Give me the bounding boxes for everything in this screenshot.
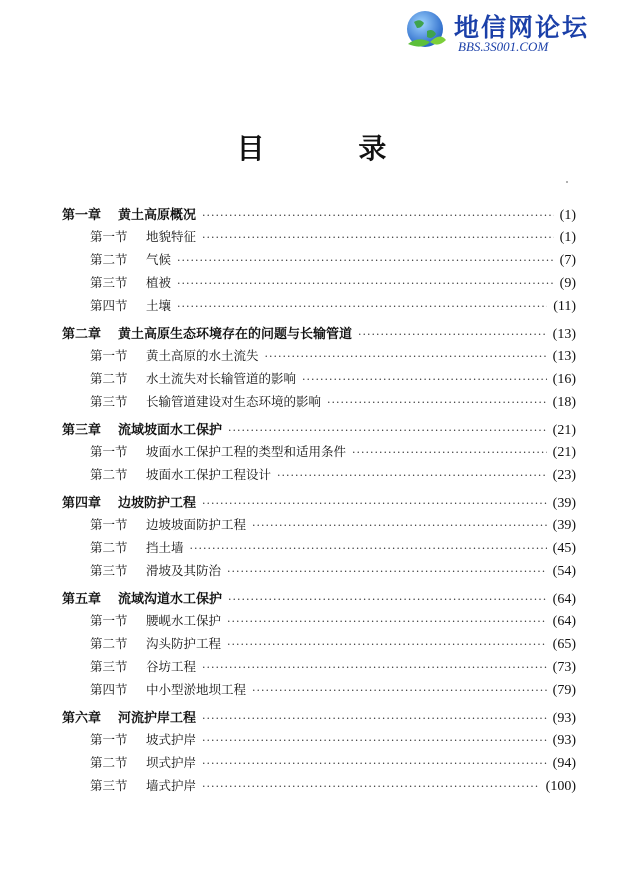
section-list: [62, 227, 576, 319]
section-title: 腰岘水工保护: [146, 613, 222, 628]
dot-leader: [227, 615, 547, 628]
section-title: 墙式护岸: [146, 778, 197, 793]
toc-chapter-row[interactable]: [62, 419, 576, 442]
dot-leader: [202, 734, 547, 747]
section-number: 第一节: [90, 613, 128, 628]
chapter-page: (93): [552, 711, 576, 726]
dot-leader: [265, 350, 547, 363]
dot-leader: [202, 780, 540, 793]
chapter-number: 第四章: [62, 496, 102, 511]
toc-section-row[interactable]: [62, 611, 576, 634]
dot-leader: [177, 277, 554, 290]
dot-leader: [358, 328, 547, 341]
scan-speck: [566, 181, 568, 183]
section-title: 谷坊工程: [146, 659, 197, 674]
toc-chapter: [62, 419, 576, 488]
section-page: (100): [545, 779, 576, 794]
section-page: (73): [552, 660, 576, 675]
dot-leader: [202, 757, 547, 770]
chapter-page: (1): [559, 208, 576, 223]
toc-section-row[interactable]: [62, 634, 576, 657]
section-number: 第一节: [90, 444, 128, 459]
chapter-title: 流域坡面水工保护: [118, 423, 223, 438]
toc-chapter: [62, 588, 576, 703]
chapter-title: 黄土高原概况: [118, 208, 197, 223]
dot-leader: [202, 712, 547, 725]
dot-leader: [228, 424, 547, 437]
toc-section-row[interactable]: [62, 538, 576, 561]
chapter-page: (39): [552, 496, 576, 511]
dot-leader: [202, 231, 554, 244]
dot-leader: [228, 593, 547, 606]
toc-section-row[interactable]: [62, 369, 576, 392]
section-number: 第二节: [90, 540, 128, 555]
section-number: 第二节: [90, 371, 128, 386]
dot-leader: [227, 565, 547, 578]
dot-leader: [202, 497, 547, 510]
dot-leader: [352, 446, 547, 459]
section-title: 中小型淤地坝工程: [146, 682, 247, 697]
toc-section-row[interactable]: [62, 515, 576, 538]
dot-leader: [177, 254, 554, 267]
section-list: [62, 442, 576, 488]
section-title: 沟头防护工程: [146, 636, 222, 651]
watermark-subtitle: BBS.3S001.COM: [458, 39, 549, 54]
chapter-number: 第三章: [62, 423, 102, 438]
section-title: 地貌特征: [146, 229, 197, 244]
section-list: [62, 515, 576, 584]
toc-section-row[interactable]: [62, 442, 576, 465]
dot-leader: [202, 209, 554, 222]
toc-chapter: [62, 204, 576, 319]
globe-icon: [400, 6, 450, 56]
section-number: 第二节: [90, 755, 128, 770]
section-page: (21): [552, 445, 576, 460]
toc-chapter-row[interactable]: [62, 588, 576, 611]
section-title: 坡面水工保护工程的类型和适用条件: [146, 444, 347, 459]
section-page: (45): [552, 541, 576, 556]
chapter-title: 河流护岸工程: [118, 711, 197, 726]
section-number: 第一节: [90, 229, 128, 244]
chapter-number: 第二章: [62, 327, 102, 342]
chapter-page: (64): [552, 592, 576, 607]
chapter-title: 边坡防护工程: [118, 496, 197, 511]
section-number: 第二节: [90, 636, 128, 651]
section-number: 第二节: [90, 467, 128, 482]
toc-section-row[interactable]: [62, 753, 576, 776]
section-page: (16): [552, 372, 576, 387]
toc-section-row[interactable]: [62, 296, 576, 319]
section-title: 长输管道建设对生态环境的影响: [146, 394, 322, 409]
section-page: (54): [552, 564, 576, 579]
section-page: (64): [552, 614, 576, 629]
toc-section-row[interactable]: [62, 730, 576, 753]
section-page: (11): [553, 299, 576, 314]
section-number: 第四节: [90, 298, 128, 313]
dot-leader: [227, 638, 547, 651]
section-title: 滑坡及其防治: [146, 563, 222, 578]
dot-leader: [277, 469, 547, 482]
toc-chapter-row[interactable]: [62, 323, 576, 346]
section-page: (94): [552, 756, 576, 771]
toc-chapter: [62, 492, 576, 584]
watermark-logo: [398, 4, 620, 60]
section-number: 第一节: [90, 517, 128, 532]
section-page: (9): [559, 276, 576, 291]
table-of-contents: [62, 200, 576, 799]
section-page: (23): [552, 468, 576, 483]
section-title: 边坡坡面防护工程: [146, 517, 247, 532]
section-title: 土壤: [146, 298, 172, 313]
toc-chapter: [62, 323, 576, 415]
section-list: [62, 730, 576, 799]
toc-section-row[interactable]: [62, 465, 576, 488]
toc-section-row[interactable]: [62, 392, 576, 415]
dot-leader: [177, 300, 547, 313]
section-number: 第三节: [90, 659, 128, 674]
toc-section-row[interactable]: [62, 776, 576, 799]
toc-section-row[interactable]: [62, 346, 576, 369]
section-number: 第三节: [90, 394, 128, 409]
dot-leader: [190, 542, 547, 555]
chapter-title: 流域沟道水工保护: [118, 592, 223, 607]
section-page: (79): [552, 683, 576, 698]
section-page: (65): [552, 637, 576, 652]
toc-section-row[interactable]: [62, 680, 576, 703]
chapter-number: 第六章: [62, 711, 102, 726]
toc-section-row[interactable]: [62, 561, 576, 584]
dot-leader: [202, 661, 547, 674]
dot-leader: [252, 519, 547, 532]
section-number: 第三节: [90, 778, 128, 793]
toc-section-row[interactable]: [62, 657, 576, 680]
section-number: 第二节: [90, 252, 128, 267]
chapter-number: 第一章: [62, 208, 102, 223]
section-title: 坡面水工保护工程设计: [146, 467, 272, 482]
section-number: 第四节: [90, 682, 128, 697]
section-page: (18): [552, 395, 576, 410]
dot-leader: [252, 684, 547, 697]
section-page: (39): [552, 518, 576, 533]
section-page: (13): [552, 349, 576, 364]
watermark-title: 地信网论坛: [454, 13, 590, 42]
toc-chapter-row[interactable]: [62, 204, 576, 227]
dot-leader: [302, 373, 547, 386]
section-title: 植被: [146, 275, 172, 290]
section-page: (93): [552, 733, 576, 748]
section-title: 黄土高原的水土流失: [146, 348, 259, 363]
toc-chapter-row[interactable]: [62, 707, 576, 730]
section-title: 水土流失对长输管道的影响: [146, 371, 297, 386]
chapter-page: (21): [552, 423, 576, 438]
section-number: 第一节: [90, 732, 128, 747]
section-number: 第三节: [90, 563, 128, 578]
toc-chapter-row[interactable]: [62, 492, 576, 515]
toc-section-row[interactable]: [62, 227, 576, 250]
chapter-title: 黄土高原生态环境存在的问题与长输管道: [118, 327, 353, 342]
chapter-page: (13): [552, 327, 576, 342]
section-list: [62, 346, 576, 415]
toc-chapter: [62, 707, 576, 799]
section-title: 坝式护岸: [146, 755, 197, 770]
section-list: [62, 611, 576, 703]
dot-leader: [327, 396, 547, 409]
toc-section-row[interactable]: [62, 273, 576, 296]
page-title: 目 录: [236, 132, 429, 165]
section-page: (7): [559, 253, 576, 268]
section-title: 坡式护岸: [146, 732, 197, 747]
toc-section-row[interactable]: [62, 250, 576, 273]
section-number: 第一节: [90, 348, 128, 363]
chapter-number: 第五章: [62, 592, 102, 607]
section-title: 气候: [146, 252, 172, 267]
section-page: (1): [559, 230, 576, 245]
section-number: 第三节: [90, 275, 128, 290]
section-title: 挡土墙: [146, 540, 184, 555]
